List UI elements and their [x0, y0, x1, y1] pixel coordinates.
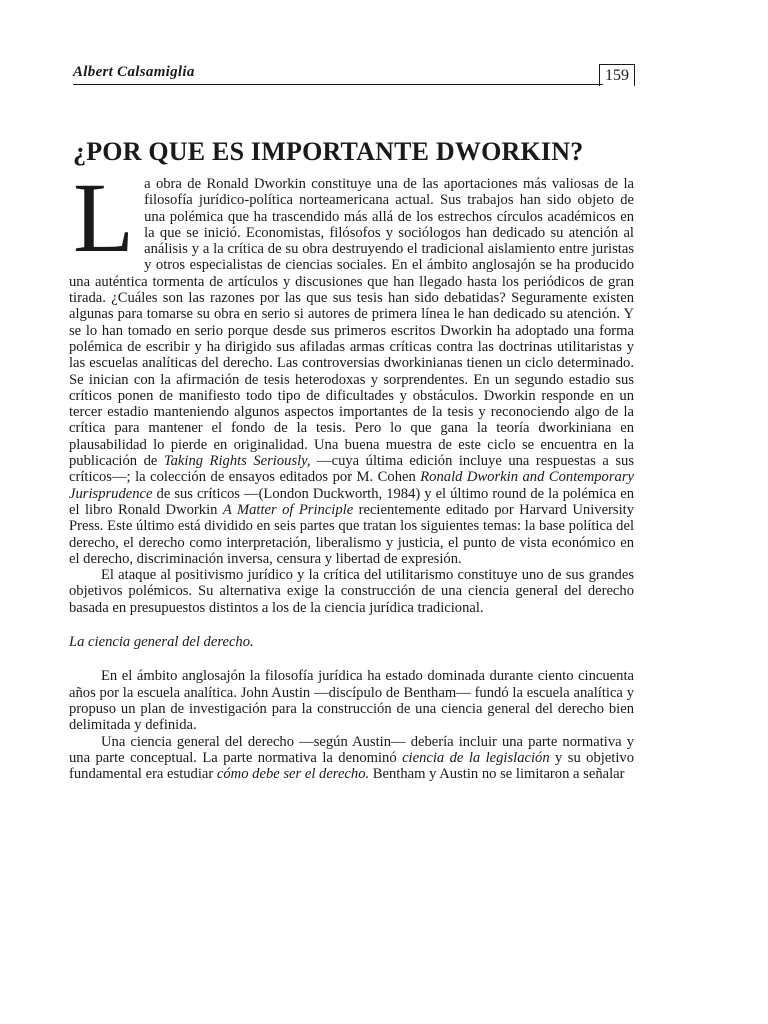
- drop-cap: L: [73, 162, 135, 273]
- page-number: 159: [599, 64, 635, 86]
- book-title-matter-of-principle: A Matter of Principle: [222, 501, 354, 518]
- paragraph-3: En el ámbito anglosajón la filosofía jurídica ha estado dominada durante ciento cincuenta años por la escuela analítica. John Austin —discípulo de Bentham— fundó la escuela analítica y propuso un plan de investigación para la construcción de una ciencia general del derecho bien delimitada y definida.: [69, 668, 634, 734]
- paragraph-1-text: a obra de Ronald Dworkin constituye una de las aportaciones más valiosas de la filosofía jurídico-política norteamericana actual. Sus trabajos han sido objeto de una polémica que ha trascendido más allá de los estrechos círculos académicos en la que se inició. Economistas, filósofos y sociólogos han dedicado su atención al análisis y a la crítica de su obra destruyendo el tradicional aislamiento entre juristas y otros especialistas de ciencias sociales. En el ámbito anglosajón se ha producido una auténtica tormenta de artículos y discusiones que han llegado hasta los periódicos de gran tirada. ¿Cuáles son las razones por las que sus tesis han sido debatidas? Seguramente existen algunas para tomarse su obra en serio si autores de primera línea le han dedicado su atención. Y se lo han tomado en serio porque desde sus primeros escritos Dworkin ha adoptado una forma polémica de escribir y ha dirigido sus afiladas armas críticas contra las doctrinas utilitaristas y las escuelas analíticas del derecho. Las controversias dworkinianas tienen un ciclo determinado. Se inician con la afirmación de tesis heterodoxas y sorprendentes. En un segundo estadio sus críticos ponen de manifiesto todo tipo de dificultades y obstáculos. Dworkin responde en un tercer estadio manteniendo algunos aspectos importantes de la tesis y reconociendo algo de la crítica para mantener el fondo de la tesis. Pero lo que gana la teoría dworkiniana en plausabilidad lo pierde en originalidad. Una buena muestra de este ciclo se encuentra en la publicación de: [69, 176, 634, 470]
- paragraph-1-text-3: de sus críticos —(London Duckworth, 1984) y el último round de la polémica en el libro Ronald Dworkin: [69, 485, 634, 518]
- section-heading: [69, 634, 634, 650]
- paragraph-4: [69, 734, 634, 783]
- running-header: [73, 62, 635, 90]
- paragraph-4-text-3: Bentham y Austin no se limitaron a señalar: [369, 766, 625, 783]
- term-ciencia-legislacion: ciencia de la legislación: [402, 749, 550, 766]
- paragraph-4-text-2: y su objetivo fundamental era estudiar: [69, 749, 634, 783]
- header-rule: [73, 84, 603, 85]
- header-author: Albert Calsamiglia: [73, 64, 195, 80]
- paragraph-1-text-4: recientemente editado por Harvard University Press. Este último está dividido en seis partes que tratan los siguientes temas: la base política del derecho, el derecho como interpretación, liberalismo y justicia, el punto de vista económico en el derecho, discriminación inversa, censura y libertad de expresión.: [69, 501, 634, 567]
- book-title-cohen: Ronald Dworkin and Contemporary Jurisprudence: [69, 469, 634, 502]
- paragraph-1: [69, 162, 634, 567]
- book-title-taking-rights: Taking Rights Seriously,: [163, 453, 311, 470]
- article-title: ¿POR QUE ES IMPORTANTE DWORKIN?: [73, 137, 584, 166]
- article-body: [69, 162, 634, 783]
- paragraph-4-text: Una ciencia general del derecho —según Austin— debería incluir una parte normativa y una parte conceptual. La parte normativa la denominó: [69, 733, 634, 766]
- paragraph-2: El ataque al positivismo jurídico y la crítica del utilitarismo constituye uno de sus grandes objetivos polémicos. Su alternativa exige la construcción de una ciencia general del derecho basada en presupuestos distintos a los de la ciencia jurídica tradicional.: [69, 567, 634, 616]
- section-heading-text: La ciencia general del derecho.: [69, 634, 254, 651]
- paragraph-1-text-2: —cuya última edición incluye una respuestas a sus críticos—; la colección de ensayos editados por M. Cohen: [69, 453, 634, 486]
- term-como-debe-ser: cómo debe ser el derecho.: [216, 766, 370, 783]
